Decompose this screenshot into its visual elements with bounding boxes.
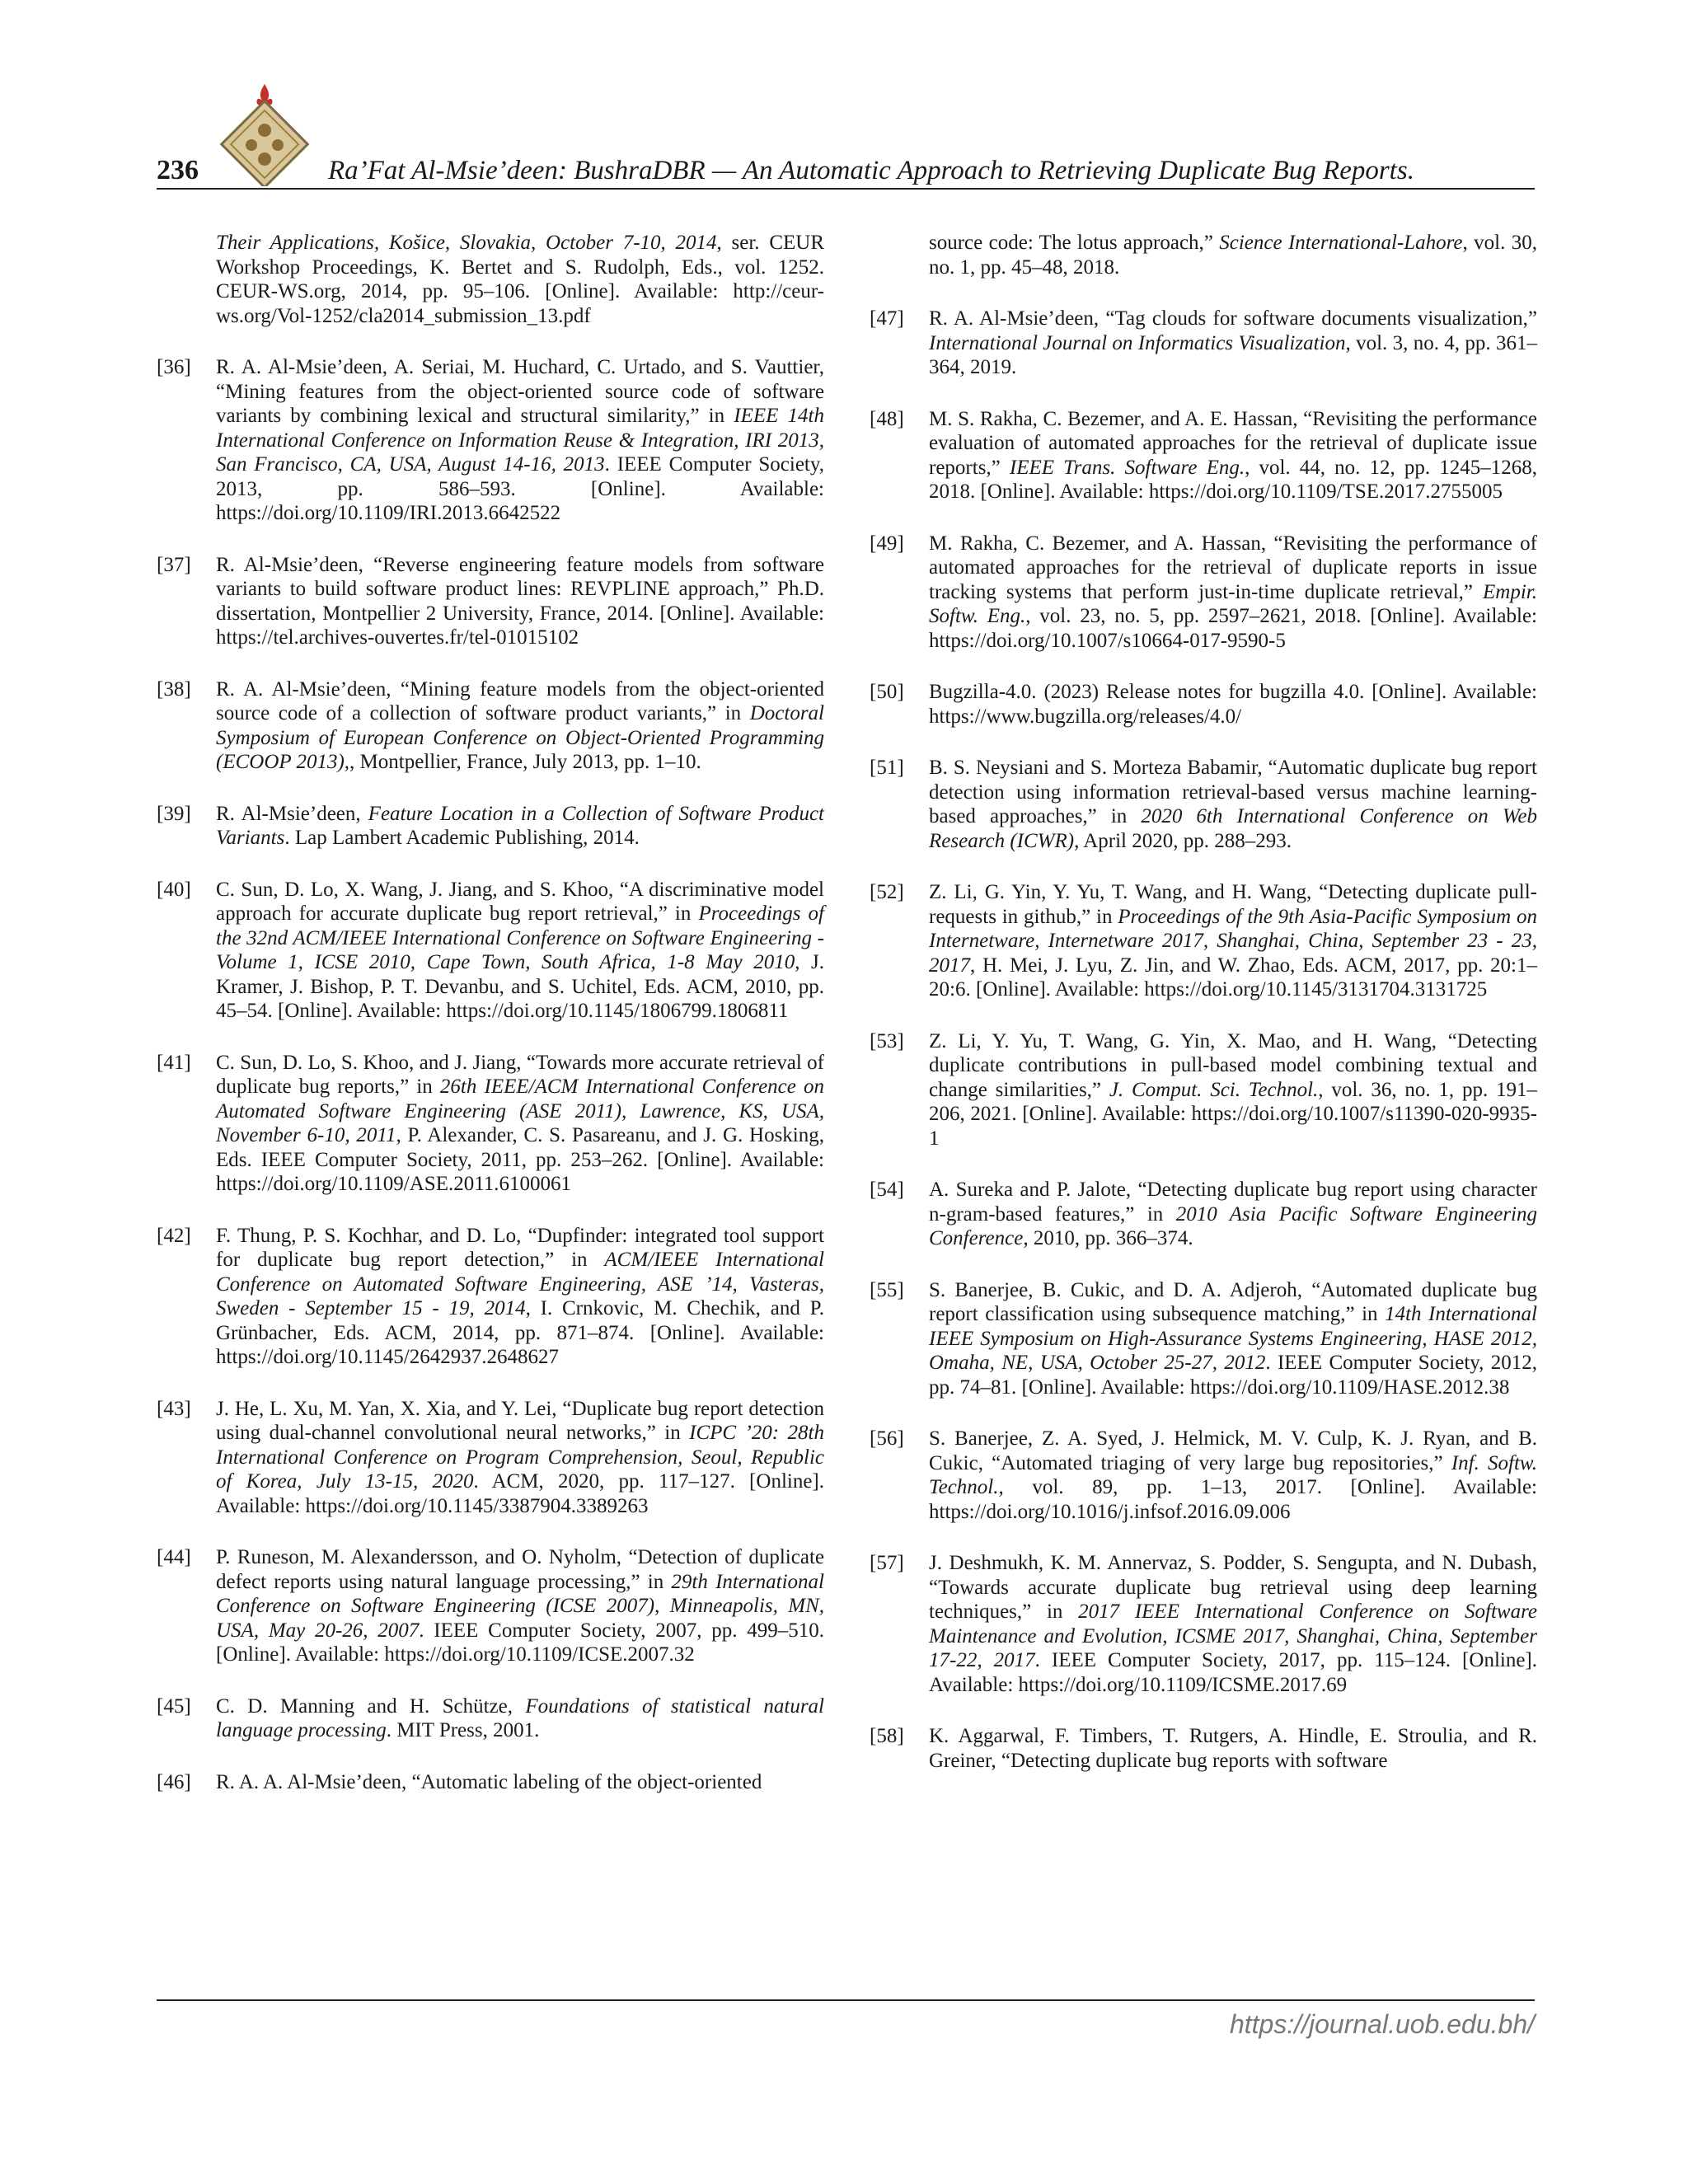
header-rule xyxy=(157,188,1535,190)
reference-text: P. Runeson, M. Alexandersson, and O. Nyholm, “Detection of duplicate defect reports using natural language processing,” in 29th International Conference on Software Engineering (ICSE 2007), Minneapolis, MN, USA, May 20-26, 2007. IEEE Computer Society, 2007, pp. 499–510. [Online]. Available: https://doi.org/10.1109/ICSE.2007.32 xyxy=(216,1546,825,1666)
reference-venue: ACM/IEEE International Conference on Automated Software Engineering, ASE ’14, Vasteras, Sweden - September 15 - 19, 2014 xyxy=(216,1249,824,1319)
running-head: Ra’Fat Al-Msie’deen: BushraDBR — An Automatic Approach to Retrieving Duplicate Bug Reports. xyxy=(328,156,1414,185)
reference-item xyxy=(870,1724,1537,1773)
reference-text: R. A. Al-Msie’deen, A. Seriai, M. Huchard, C. Urtado, and S. Vauttier, “Mining features from the object-oriented source code of software variants by combining lexical and structural similarity,” in IEEE 14th International Conference on Information Reuse & Integration, IRI 2013, San Francisco, CA, USA, August 14-16, 2013. IEEE Computer Society, 2013, pp. 586–593. [Online]. Available: https://doi.org/10.1109/IRI.2013.6642522 xyxy=(216,356,824,524)
reference-item xyxy=(870,1278,1537,1400)
reference-item xyxy=(870,880,1537,1002)
page-header xyxy=(0,0,1688,198)
reference-text: C. Sun, D. Lo, X. Wang, J. Jiang, and S. Khoo, “A discriminative model approach for accurate duplicate bug report retrieval,” in Proceedings of the 32nd ACM/IEEE International Conference on Software Engineering - Volume 1, ICSE 2010, Cape Town, South Africa, 1-8 May 2010, J. Kramer, J. Bishop, P. T. Devanbu, and S. Uchitel, Eds. ACM, 2010, pp. 45–54. [Online]. Available: https://doi.org/10.1145/1806799.1806811 xyxy=(216,878,825,1022)
reference-item xyxy=(157,1051,824,1197)
reference-venue: ICPC ’20: 28th International Conference on Program Comprehension, Seoul, Republic of Korea, July 13-15, 2020 xyxy=(216,1422,824,1493)
reference-text: K. Aggarwal, F. Timbers, T. Rutgers, A. Hindle, E. Stroulia, and R. Greiner, “Detecting duplicate bug reports with software xyxy=(929,1725,1537,1772)
reference-venue: J. Comput. Sci. Technol. xyxy=(1109,1078,1319,1101)
reference-text: C. Sun, D. Lo, S. Khoo, and J. Jiang, “Towards more accurate retrieval of duplicate bug reports,” in 26th IEEE/ACM International Conference on Automated Software Engineering (ASE 2011), Lawrence, KS, USA, November 6-10, 2011, P. Alexander, C. S. Pasareanu, and J. G. Hosking, Eds. IEEE Computer Society, 2011, pp. 253–262. [Online]. Available: https://doi.org/10.1109/ASE.2011.6100061 xyxy=(216,1051,825,1195)
journal-url-link[interactable]: https://journal.uob.edu.bh/ xyxy=(1229,2009,1535,2039)
reference-text: R. Al-Msie’deen, “Reverse engineering feature models from software variants to build software product lines: REVPLINE approach,” Ph.D. dissertation, Montpellier 2 University, France, 2014. [Online]. Available: https://tel.archives-ouvertes.fr/tel-01015102 xyxy=(216,553,824,649)
reference-text: R. A. Al-Msie’deen, “Mining feature models from the object-oriented source code of a collection of software product variants,” in Doctoral Symposium of European Conference on Object-Oriented Programming (ECOOP 2013),, Montpellier, France, July 2013, pp. 1–10. xyxy=(216,677,824,773)
reference-text: J. Deshmukh, K. M. Annervaz, S. Podder, S. Sengupta, and N. Dubash, “Towards accurate duplicate bug retrieval using deep learning techniques,” in 2017 IEEE International Conference on Software Maintenance and Evolution, ICSME 2017, Shanghai, China, September 17-22, 2017. IEEE Computer Society, 2017, pp. 115–124. [Online]. Available: https://doi.org/10.1109/ICSME.2017.69 xyxy=(929,1552,1538,1696)
reference-venue: 2020 6th International Conference on Web Research (ICWR) xyxy=(929,805,1538,852)
reference-item xyxy=(157,1545,824,1667)
reference-item xyxy=(870,532,1537,654)
reference-item xyxy=(870,1427,1537,1524)
reference-venue: Proceedings of the 32nd ACM/IEEE International Conference on Software Engineering - Volume 1, ICSE 2010, Cape Town, South Africa, 1-8 May 2010 xyxy=(216,902,825,973)
footer-rule xyxy=(157,1999,1535,2001)
reference-number: [49] xyxy=(870,532,904,555)
reference-text: S. Banerjee, B. Cukic, and D. A. Adjeroh, “Automated duplicate bug report classification using subsequence matching,” in 14th International IEEE Symposium on High-Assurance Systems Engineering, HASE 2012, Omaha, NE, USA, October 25-27, 2012. IEEE Computer Society, 2012, pp. 74–81. [Online]. Available: https://doi.org/10.1109/HASE.2012.38 xyxy=(929,1278,1537,1399)
reference-text: M. S. Rakha, C. Bezemer, and A. E. Hassan, “Revisiting the performance evaluation of automated approaches for the retrieval of duplicate issue reports,” IEEE Trans. Software Eng., vol. 44, no. 12, pp. 1245–1268, 2018. [Online]. Available: https://doi.org/10.1109/TSE.2017.2755005 xyxy=(929,407,1537,503)
reference-venue: Science International-Lahore xyxy=(1219,232,1463,254)
reference-number: [56] xyxy=(870,1427,904,1450)
reference-number: [44] xyxy=(157,1546,191,1568)
reference-item xyxy=(157,1770,824,1795)
reference-number: [52] xyxy=(870,881,904,903)
reference-column-right xyxy=(870,231,1537,1800)
reference-number: [39] xyxy=(157,802,191,825)
page-number: 236 xyxy=(157,155,199,185)
reference-text: J. He, L. Xu, M. Yan, X. Xia, and Y. Lei, “Duplicate bug report detection using dual-channel convolutional neural networks,” in ICPC ’20: 28th International Conference on Program Comprehension, Seoul, Republic of Korea, July 13-15, 2020. ACM, 2020, pp. 117–127. [Online]. Available: https://doi.org/10.1145/3387904.3389263 xyxy=(216,1397,825,1517)
reference-number: [54] xyxy=(870,1179,904,1201)
reference-item xyxy=(870,407,1537,504)
reference-item xyxy=(870,680,1537,729)
reference-venue: 29th International Conference on Software Engineering (ICSE 2007), Minneapolis, MN, USA, May 20-26, 2007 xyxy=(216,1570,825,1642)
reference-column-left xyxy=(157,231,824,1821)
reference-number: [47] xyxy=(870,307,904,330)
reference-number xyxy=(870,231,929,279)
reference-item xyxy=(870,1551,1537,1697)
reference-number: [45] xyxy=(157,1694,191,1718)
university-seal-icon xyxy=(216,79,313,186)
reference-text: Their Applications, Košice, Slovakia, October 7-10, 2014, ser. CEUR Workshop Proceedings, K. Bertet and S. Rudolph, Eds., vol. 1252. CEUR-WS.org, 2014, pp. 95–106. [Online]. Available: http://ceur-ws.org/Vol-1252/cla2014_submission_13.pdf xyxy=(216,232,824,327)
reference-venue: 2010 Asia Pacific Software Engineering Conference xyxy=(929,1202,1537,1249)
reference-number: [48] xyxy=(870,407,904,430)
reference-venue: Doctoral Symposium of European Conference on Object-Oriented Programming (ECOOP 2013), xyxy=(216,702,824,773)
reference-text: B. S. Neysiani and S. Morteza Babamir, “Automatic duplicate bug report detection using information retrieval-based versus machine learning-based approaches,” in 2020 6th International Conference on Web Research (ICWR), April 2020, pp. 288–293. xyxy=(929,757,1538,852)
reference-item xyxy=(157,1397,824,1519)
reference-number: [46] xyxy=(157,1770,191,1793)
reference-venue: Proceedings of the 9th Asia-Pacific Symposium on Internetware, Internetware 2017, Shanghai, China, September 23 - 23, 2017 xyxy=(929,905,1537,977)
reference-number: [37] xyxy=(157,553,191,576)
reference-venue: Empir. Softw. Eng. xyxy=(929,580,1537,627)
reference-text: Z. Li, G. Yin, Y. Yu, T. Wang, and H. Wang, “Detecting duplicate pull-requests in github,” in Proceedings of the 9th Asia-Pacific Symposium on Internetware, Internetware 2017, Shanghai, China, September 23 - 23, 2017, H. Mei, J. Lyu, Z. Jin, and W. Zhao, Eds. ACM, 2017, pp. 20:1–20:6. [Online]. Available: https://doi.org/10.1145/3131704.3131725 xyxy=(929,881,1537,1001)
reference-number: [55] xyxy=(870,1278,904,1301)
reference-number: [36] xyxy=(157,356,191,378)
reference-item xyxy=(157,1694,824,1743)
reference-venue: 2017 IEEE International Conference on Software Maintenance and Evolution, ICSME 2017, Shanghai, China, September 17-22, 2017 xyxy=(929,1601,1538,1671)
reference-item xyxy=(157,553,824,650)
reference-number xyxy=(157,231,216,328)
reference-item xyxy=(157,878,824,1024)
reference-venue: IEEE Trans. Software Eng. xyxy=(1009,456,1245,479)
reference-venue: Feature Location in a Collection of Software Product Variants xyxy=(216,802,824,849)
reference-number: [58] xyxy=(870,1725,904,1747)
reference-item xyxy=(157,231,824,328)
reference-venue: 26th IEEE/ACM International Conference on Automated Software Engineering (ASE 2011), Lawrence, KS, USA, November 6-10, 2011 xyxy=(216,1076,825,1146)
reference-text: M. Rakha, C. Bezemer, and A. Hassan, “Revisiting the performance of automated approaches for the retrieval of duplicate reports in issue tracking systems that perform just-in-time duplicate retrieval,” Empir. Softw. Eng., vol. 23, no. 5, pp. 2597–2621, 2018. [Online]. Available: https://doi.org/10.1007/s10664-017-9590-5 xyxy=(929,532,1538,652)
reference-number: [40] xyxy=(157,878,191,901)
reference-number: [42] xyxy=(157,1224,191,1247)
reference-venue: Inf. Softw. Technol. xyxy=(929,1451,1538,1498)
reference-item xyxy=(870,1029,1537,1151)
reference-number: [57] xyxy=(870,1552,904,1574)
reference-text: C. D. Manning and H. Schütze, Foundations of statistical natural language processing. MIT Press, 2001. xyxy=(216,1694,825,1741)
reference-number: [41] xyxy=(157,1051,191,1074)
reference-item xyxy=(870,231,1537,279)
reference-item xyxy=(870,756,1537,853)
reference-number: [50] xyxy=(870,681,904,703)
reference-text: A. Sureka and P. Jalote, “Detecting duplicate bug report using character n-gram-based features,” in 2010 Asia Pacific Software Engineering Conference, 2010, pp. 366–374. xyxy=(929,1179,1537,1249)
reference-venue: International Journal on Informatics Visualization xyxy=(929,331,1346,354)
reference-text: Bugzilla-4.0. (2023) Release notes for bugzilla 4.0. [Online]. Available: https://www.bugzilla.org/releases/4.0/ xyxy=(929,681,1537,728)
reference-text: R. A. Al-Msie’deen, “Tag clouds for software documents visualization,” International Journal on Informatics Visualization, vol. 3, no. 4, pp. 361–364, 2019. xyxy=(929,307,1537,378)
reference-venue: Foundations of statistical natural language processing xyxy=(216,1694,825,1741)
reference-venue: 14th International IEEE Symposium on High-Assurance Systems Engineering, HASE 2012, Omaha, NE, USA, October 25-27, 2012 xyxy=(929,1303,1537,1374)
reference-venue: IEEE 14th International Conference on Information Reuse & Integration, IRI 2013, San Francisco, CA, USA, August 14-16, 2013 xyxy=(216,405,824,476)
reference-text: S. Banerjee, Z. A. Syed, J. Helmick, M. V. Culp, K. J. Ryan, and B. Cukic, “Automated triaging of very large bug repositories,” Inf. Softw. Technol., vol. 89, pp. 1–13, 2017. [Online]. Available: https://doi.org/10.1016/j.infsof.2016.09.006 xyxy=(929,1427,1538,1523)
reference-number: [43] xyxy=(157,1397,191,1420)
reference-number: [53] xyxy=(870,1029,904,1052)
reference-text: R. Al-Msie’deen, Feature Location in a Collection of Software Product Variants. Lap Lambert Academic Publishing, 2014. xyxy=(216,802,824,849)
reference-text: source code: The lotus approach,” Science International-Lahore, vol. 30, no. 1, pp. 45–48, 2018. xyxy=(929,232,1537,279)
reference-item xyxy=(157,802,824,851)
reference-item xyxy=(157,1224,824,1370)
reference-venue: Their Applications, Košice, Slovakia, October 7-10, 2014 xyxy=(216,232,717,254)
reference-item xyxy=(157,355,824,526)
reference-item xyxy=(870,307,1537,380)
reference-number: [38] xyxy=(157,677,191,701)
reference-item xyxy=(870,1178,1537,1251)
reference-text: Z. Li, Y. Yu, T. Wang, G. Yin, X. Mao, and H. Wang, “Detecting duplicate contributions in pull-based model combining textual and change similarities,” J. Comput. Sci. Technol., vol. 36, no. 1, pp. 191–206, 2021. [Online]. Available: https://doi.org/10.1007/s11390-020-9935-1 xyxy=(929,1029,1537,1150)
reference-text: R. A. A. Al-Msie’deen, “Automatic labeling of the object-oriented xyxy=(216,1770,762,1793)
reference-item xyxy=(157,677,824,775)
reference-number: [51] xyxy=(870,757,904,779)
reference-text: F. Thung, P. S. Kochhar, and D. Lo, “Dupfinder: integrated tool support for duplicate bug report detection,” in ACM/IEEE International Conference on Automated Software Engineering, ASE ’14, Vasteras, Sweden - September 15 - 19, 2014, I. Crnkovic, M. Chechik, and P. Grünbacher, Eds. ACM, 2014, pp. 871–874. [Online]. Available: https://doi.org/10.1145/2642937.2648627 xyxy=(216,1224,824,1368)
